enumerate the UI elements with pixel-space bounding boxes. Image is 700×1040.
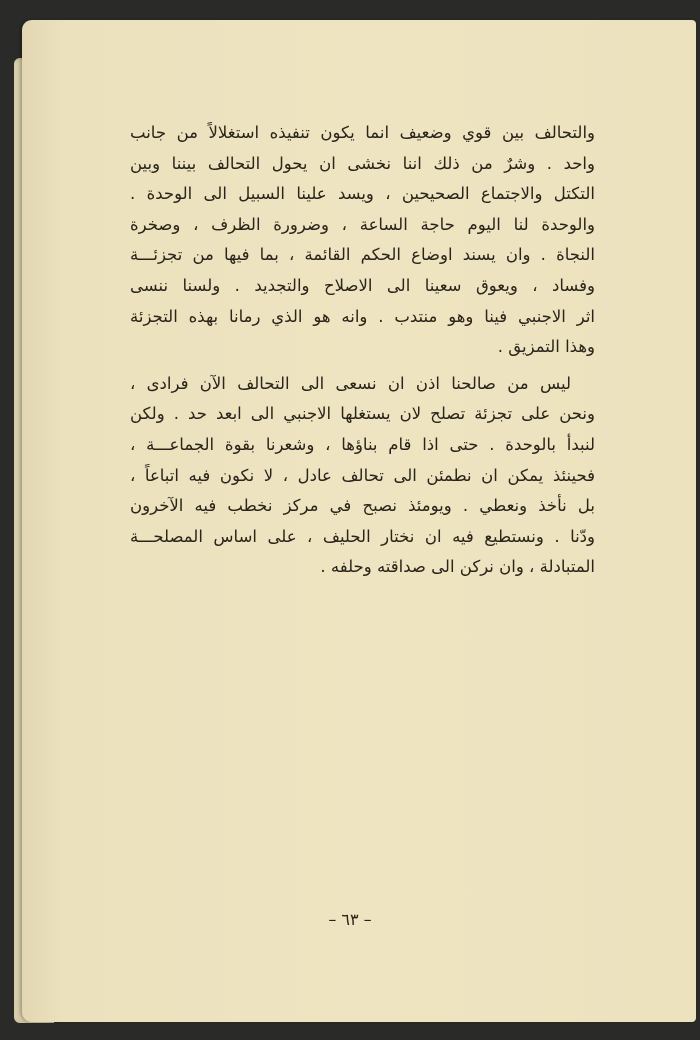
text-line: لنبدأ بالوحدة . حتى اذا قام بناؤها ، وشعرنا بقوة الجماعـــة ، xyxy=(130,434,595,454)
text-line: ودّنا . ونستطيع فيه ان نختار الحليف ، على اساس المصلحـــة xyxy=(130,526,595,546)
text-line: وهذا التمزيق . xyxy=(497,337,595,357)
text-line: ليس من صالحنا اذن ان نسعى الى التحالف الآن فرادى ، xyxy=(130,373,571,393)
text-line: والوحدة لنا اليوم حاجة الساعة ، وضرورة الظرف ، وصخرة xyxy=(130,214,595,234)
text-line: اثر الاجنبي فينا وهو منتدب . وانه هو الذي رمانا بهذه التجزئة xyxy=(130,306,595,326)
page-number: – ٦٣ – xyxy=(328,910,372,929)
text-line: واحد . وشرٌ من ذلك اننا نخشى ان يحول التحالف بيننا وبين xyxy=(130,153,595,173)
text-line: التكتل والاجتماع الصحيحين ، ويسد علينا السبيل الى الوحدة . xyxy=(130,184,595,204)
body-text xyxy=(130,118,595,583)
text-line: ونحن على تجزئة تصلح لان يستغلها الاجنبي الى ابعد حد . ولكن xyxy=(130,404,595,424)
text-line: فحينئذ يمكن ان نطمئن الى تحالف عادل ، لا نكون فيه اتباعاً ، xyxy=(130,465,595,485)
text-line: والتحالف بين قوي وضعيف انما يكون تنفيذه استغلالاً من جانب xyxy=(130,123,595,142)
text-line: وفساد ، ويعوق سعينا الى الاصلاح والتجديد . ولسنا ننسى xyxy=(130,275,595,295)
text-line: المتبادلة ، وان نركن الى صداقته وحلفه . xyxy=(320,557,595,577)
text-line: بل نأخذ ونعطي . ويومئذ نصبح في مركز نخطب فيه الآخرون xyxy=(130,496,595,516)
paragraph-2 xyxy=(130,369,595,583)
paragraph-1 xyxy=(130,118,595,363)
text-line: النجاة . وان يسند اوضاع الحكم القائمة ، بما فيها من تجزئـــة xyxy=(130,245,595,265)
